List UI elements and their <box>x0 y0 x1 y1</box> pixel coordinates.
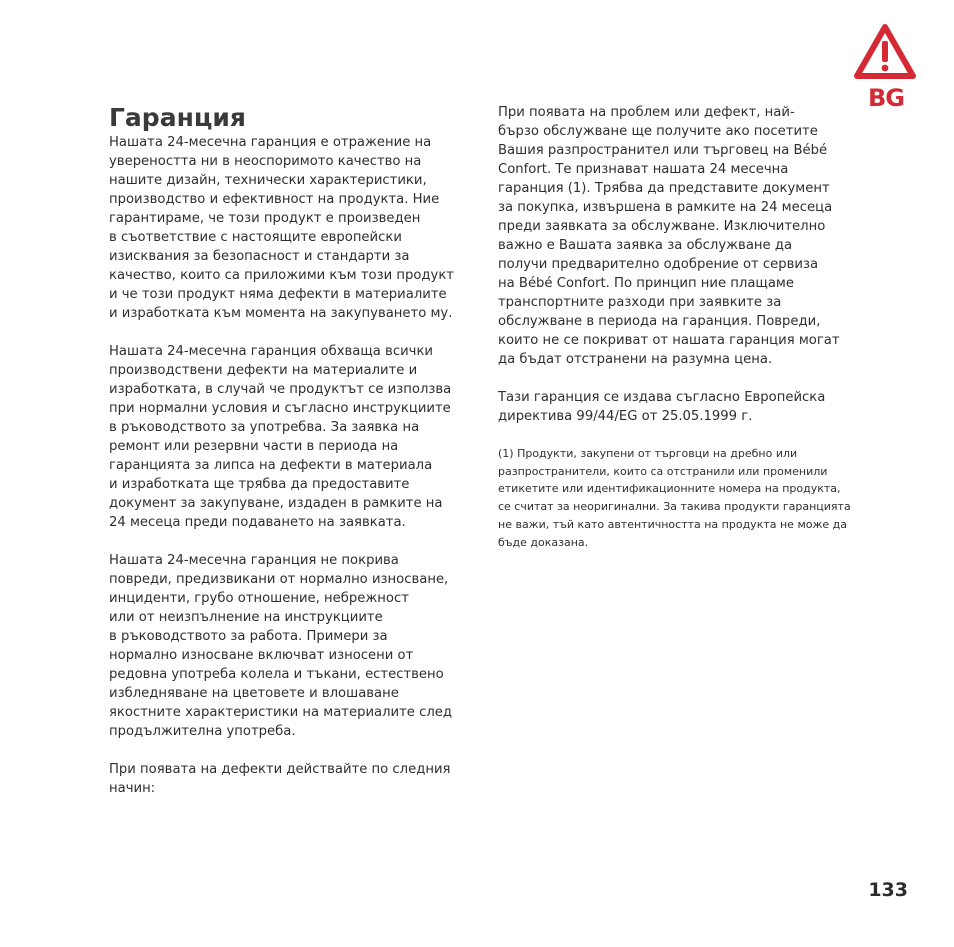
footnote: (1) Продукти, закупени от търговци на дребно или разпространители, които са отстранили или променили етикетите или идентификационните номера на продукта, се считат за неоригинални. За такива продукти гаранцията не важи, тъй като автентичността на продукта не може да бъде доказана. <box>498 447 851 549</box>
warning-triangle-icon <box>852 22 918 82</box>
paragraph: Нашата 24-месечна гаранция не покрива повреди, предизвикани от нормално износване, инциденти, грубо отношение, небрежност или от неизпълнение на инструкциите в ръководството за работа. Примери за нормално износване включват износени от редовна употреба колела и тъкани, естествено избледняване на цветовете и влошаване якостните характеристики на материалите след продължителна употреба. <box>109 553 452 739</box>
page-title: Гаранция <box>109 103 246 132</box>
paragraph: Нашата 24-месечна гаранция е отражение на увереността ни в неоспоримото качество на нашите дизайн, технически характеристики, производство и ефективност на продукта. Ние гарантираме, че този продукт е произведен в съответствие с настоящите европейски изисквания за безопасност и стандарти за качество, които са приложими към този продукт и че този продукт няма дефекти в материалите и изработката към момента на закупуването му. <box>109 135 454 321</box>
right-column <box>498 103 868 551</box>
paragraph: Нашата 24-месечна гаранция обхваща всички производствени дефекти на материалите и изработката, в случай че продуктът се използва при нормални условия и съгласно инструкциите в ръководството за употребва. За заявка на ремонт или резервни части в периода на гаранцията за липса на дефекти в материала и изработката ще трябва да предоставите документ за закупуване, издаден в рамките на 24 месеца преди подаването на заявката. <box>109 344 452 530</box>
paragraph: Тази гаранция се издава съгласно Европейска директива 99/44/EG от 25.05.1999 г. <box>498 390 826 424</box>
page-number: 133 <box>868 879 908 901</box>
language-badge: BG <box>868 84 904 112</box>
paragraph: При появата на дефекти действайте по следния начин: <box>109 762 451 796</box>
left-column <box>109 133 474 798</box>
paragraph: При появата на проблем или дефект, най- бързо обслужване ще получите ако посетите Вашия разпространител или търговец на Bébé Confort. Те признават нашата 24 месечна гаранция (1). Трябва да представите документ за покупка, извършена в рамките на 24 месеца преди заявката за обслужване. Изключително важно е Вашата заявка за обслужване да получи предварително одобрение от сервиза на Bébé Confort. По принцип ние плащаме транспортните разходи при заявките за обслужване в периода на гаранция. Повреди, които не се покриват от нашата гаранция могат да бъдат отстранени на разумна цена. <box>498 105 840 367</box>
